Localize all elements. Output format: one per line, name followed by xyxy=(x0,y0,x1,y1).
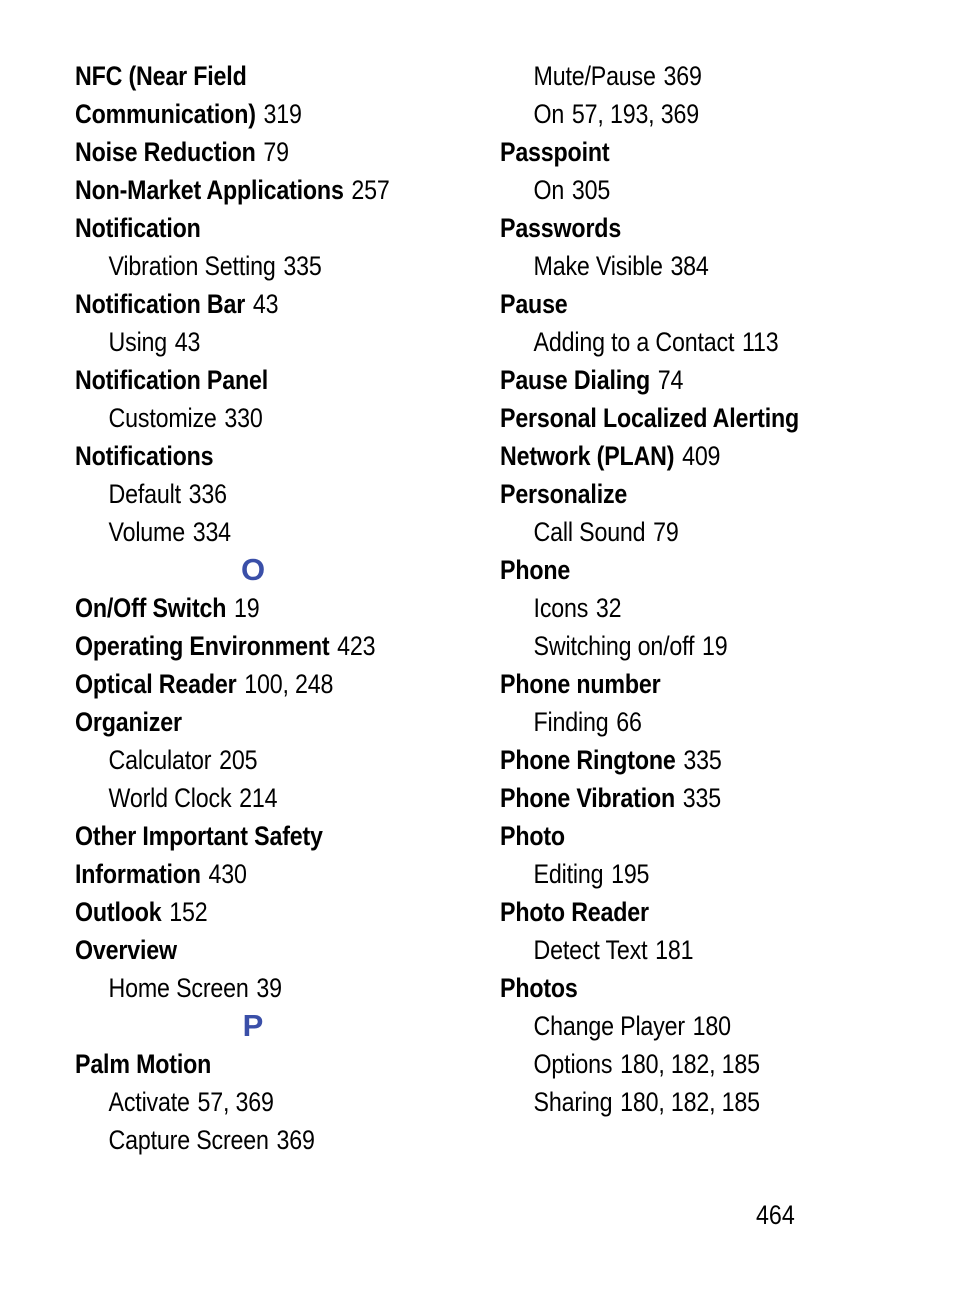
index-entry-phone-ringtone xyxy=(500,741,861,779)
index-page-refs: 334 xyxy=(192,517,231,547)
index-page-refs: 32 xyxy=(595,593,622,623)
index-subentry-capture-screen xyxy=(75,1121,419,1159)
index-term: Notification Panel xyxy=(75,365,269,395)
index-entry-information xyxy=(75,855,419,893)
index-page-refs: 335 xyxy=(682,783,722,813)
index-entry-photos xyxy=(500,969,861,1007)
index-term: Passwords xyxy=(500,213,622,243)
index-term: On/Off Switch xyxy=(75,593,227,623)
index-page-refs: 423 xyxy=(337,631,376,661)
index-term: Call Sound xyxy=(533,517,646,547)
index-entry-pause xyxy=(500,285,861,323)
index-term: Options xyxy=(533,1049,613,1079)
index-entry-optical-reader xyxy=(75,665,419,703)
index-term: Home Screen xyxy=(108,973,249,1003)
index-page-refs: 19 xyxy=(702,631,728,661)
index-entry-passpoint xyxy=(500,133,861,171)
index-page-refs: 180, 182, 185 xyxy=(620,1087,760,1117)
index-page-refs: 43 xyxy=(252,289,279,319)
index-term: Detect Text xyxy=(533,935,648,965)
index-entry-notification-panel xyxy=(75,361,419,399)
index-term: Optical Reader xyxy=(75,669,237,699)
index-term: Other Important Safety xyxy=(75,821,323,851)
index-page-refs: 336 xyxy=(188,479,227,509)
index-subentry-change-player xyxy=(500,1007,861,1045)
index-entry-passwords xyxy=(500,209,861,247)
index-subentry-editing xyxy=(500,855,861,893)
index-subentry-world-clock xyxy=(75,779,419,817)
section-letter-p: P xyxy=(242,1008,264,1043)
index-term: Overview xyxy=(75,935,177,965)
index-page-refs: 100, 248 xyxy=(244,669,334,699)
index-term: Phone Vibration xyxy=(500,783,676,813)
index-page-refs: 180, 182, 185 xyxy=(620,1049,760,1079)
index-page-refs: 57, 369 xyxy=(197,1087,274,1117)
index-page-refs: 79 xyxy=(653,517,679,547)
index-entry-phone-number xyxy=(500,665,861,703)
index-page-refs: 335 xyxy=(283,251,322,281)
index-term: World Clock xyxy=(108,783,232,813)
index-entry-photo-reader xyxy=(500,893,861,931)
index-entry-phone xyxy=(500,551,861,589)
index-page-refs: 19 xyxy=(234,593,260,623)
index-entry-organizer xyxy=(75,703,419,741)
index-entry-other-important-safety xyxy=(75,817,419,855)
index-subentry-sharing xyxy=(500,1083,861,1121)
index-page-refs: 214 xyxy=(239,783,278,813)
index-subentry-default xyxy=(75,475,419,513)
index-term: Palm Motion xyxy=(75,1049,212,1079)
index-subentry-calculator xyxy=(75,741,419,779)
index-term: Icons xyxy=(533,593,589,623)
index-term: Network (PLAN) xyxy=(500,441,675,471)
index-entry-noise-reduction xyxy=(75,133,419,171)
index-page-refs: 409 xyxy=(682,441,721,471)
index-page-refs: 57, 193, 369 xyxy=(571,99,699,129)
index-subentry-home-screen xyxy=(75,969,419,1007)
index-subentry-volume xyxy=(75,513,419,551)
index-page-refs: 181 xyxy=(655,935,694,965)
index-entry-communication xyxy=(75,95,419,133)
index-term: Vibration Setting xyxy=(108,251,276,281)
index-term: Pause xyxy=(500,289,568,319)
index-entry-notification-bar xyxy=(75,285,419,323)
index-term: Photos xyxy=(500,973,578,1003)
index-subentry-call-sound xyxy=(500,513,861,551)
index-subentry-customize xyxy=(75,399,419,437)
index-page-refs: 257 xyxy=(351,175,390,205)
index-subentry-icons xyxy=(500,589,861,627)
index-entry-personal-localized-alerting xyxy=(500,399,861,437)
index-term: On xyxy=(533,99,565,129)
index-page-refs: 39 xyxy=(256,973,282,1003)
index-term: Capture Screen xyxy=(108,1125,269,1155)
index-entry-outlook xyxy=(75,893,419,931)
index-term: Phone xyxy=(500,555,571,585)
index-term: Non-Market Applications xyxy=(75,175,344,205)
index-term: Photo Reader xyxy=(500,897,649,927)
index-subentry-mute-pause xyxy=(500,57,861,95)
index-subentry-detect-text xyxy=(500,931,861,969)
index-subentry-on xyxy=(500,171,861,209)
index-subentry-make-visible xyxy=(500,247,861,285)
index-page-refs: 113 xyxy=(741,327,779,357)
index-term: Phone number xyxy=(500,669,661,699)
index-entry-overview xyxy=(75,931,419,969)
index-page-refs: 180 xyxy=(692,1011,731,1041)
index-page-refs: 205 xyxy=(219,745,258,775)
index-page-refs: 384 xyxy=(670,251,709,281)
index-term: Adding to a Contact xyxy=(533,327,735,357)
index-entry-pause-dialing xyxy=(500,361,861,399)
index-entry-non-market-applications xyxy=(75,171,419,209)
index-page-refs: 74 xyxy=(657,365,684,395)
index-subentry-finding xyxy=(500,703,861,741)
index-term: Phone Ringtone xyxy=(500,745,676,775)
index-term: Personal Localized Alerting xyxy=(500,403,800,433)
index-entry-nfc-near-field xyxy=(75,57,419,95)
index-term: Noise Reduction xyxy=(75,137,256,167)
index-page-refs: 330 xyxy=(224,403,263,433)
index-subentry-using xyxy=(75,323,419,361)
index-column-right xyxy=(500,57,920,1121)
index-page-refs: 335 xyxy=(683,745,722,775)
index-page-refs: 319 xyxy=(263,99,302,129)
index-subentry-adding-to-a-contact xyxy=(500,323,861,361)
index-term: Default xyxy=(108,479,181,509)
index-column-left xyxy=(75,57,475,1159)
index-page-refs: 305 xyxy=(571,175,611,205)
index-term: Change Player xyxy=(533,1011,685,1041)
index-term: Notifications xyxy=(75,441,214,471)
index-term: Information xyxy=(75,859,201,889)
index-page-refs: 430 xyxy=(208,859,247,889)
index-page-refs: 66 xyxy=(616,707,642,737)
index-entry-notification xyxy=(75,209,419,247)
index-entry-palm-motion xyxy=(75,1045,419,1083)
index-term: Outlook xyxy=(75,897,162,927)
index-term: Photo xyxy=(500,821,565,851)
index-entry-personalize xyxy=(500,475,861,513)
index-term: NFC (Near Field xyxy=(75,61,247,91)
index-term: Communication) xyxy=(75,99,256,129)
index-subentry-vibration-setting xyxy=(75,247,419,285)
index-subentry-switching-on-off xyxy=(500,627,861,665)
index-term: Personalize xyxy=(500,479,628,509)
index-term: Volume xyxy=(108,517,185,547)
index-term: Customize xyxy=(108,403,217,433)
index-term: Calculator xyxy=(108,745,212,775)
index-subentry-activate xyxy=(75,1083,419,1121)
index-term: Notification Bar xyxy=(75,289,246,319)
index-term: Switching on/off xyxy=(533,631,695,661)
index-page-refs: 195 xyxy=(611,859,650,889)
index-term: Finding xyxy=(533,707,609,737)
index-term: Operating Environment xyxy=(75,631,330,661)
index-term: Pause Dialing xyxy=(500,365,651,395)
index-term: Notification xyxy=(75,213,201,243)
index-term: Editing xyxy=(533,859,604,889)
page-number: 464 xyxy=(756,1200,795,1230)
index-term: Mute/Pause xyxy=(533,61,656,91)
index-entry-photo xyxy=(500,817,861,855)
index-entry-phone-vibration xyxy=(500,779,861,817)
section-letter-o: O xyxy=(240,552,266,587)
index-term: Make Visible xyxy=(533,251,663,281)
index-page-refs: 369 xyxy=(276,1125,315,1155)
index-entry-notifications xyxy=(75,437,419,475)
index-page-refs: 43 xyxy=(174,327,201,357)
index-term: Organizer xyxy=(75,707,182,737)
index-page-refs: 79 xyxy=(263,137,289,167)
index-term: Passpoint xyxy=(500,137,610,167)
index-term: Sharing xyxy=(533,1087,613,1117)
index-entry-operating-environment xyxy=(75,627,419,665)
index-subentry-options xyxy=(500,1045,861,1083)
index-term: Using xyxy=(108,327,168,357)
index-page-refs: 369 xyxy=(663,61,702,91)
index-page-refs: 152 xyxy=(169,897,208,927)
index-subentry-on xyxy=(500,95,861,133)
index-entry-on-off-switch xyxy=(75,589,419,627)
index-entry-network-plan xyxy=(500,437,861,475)
index-term: Activate xyxy=(108,1087,190,1117)
index-term: On xyxy=(533,175,565,205)
